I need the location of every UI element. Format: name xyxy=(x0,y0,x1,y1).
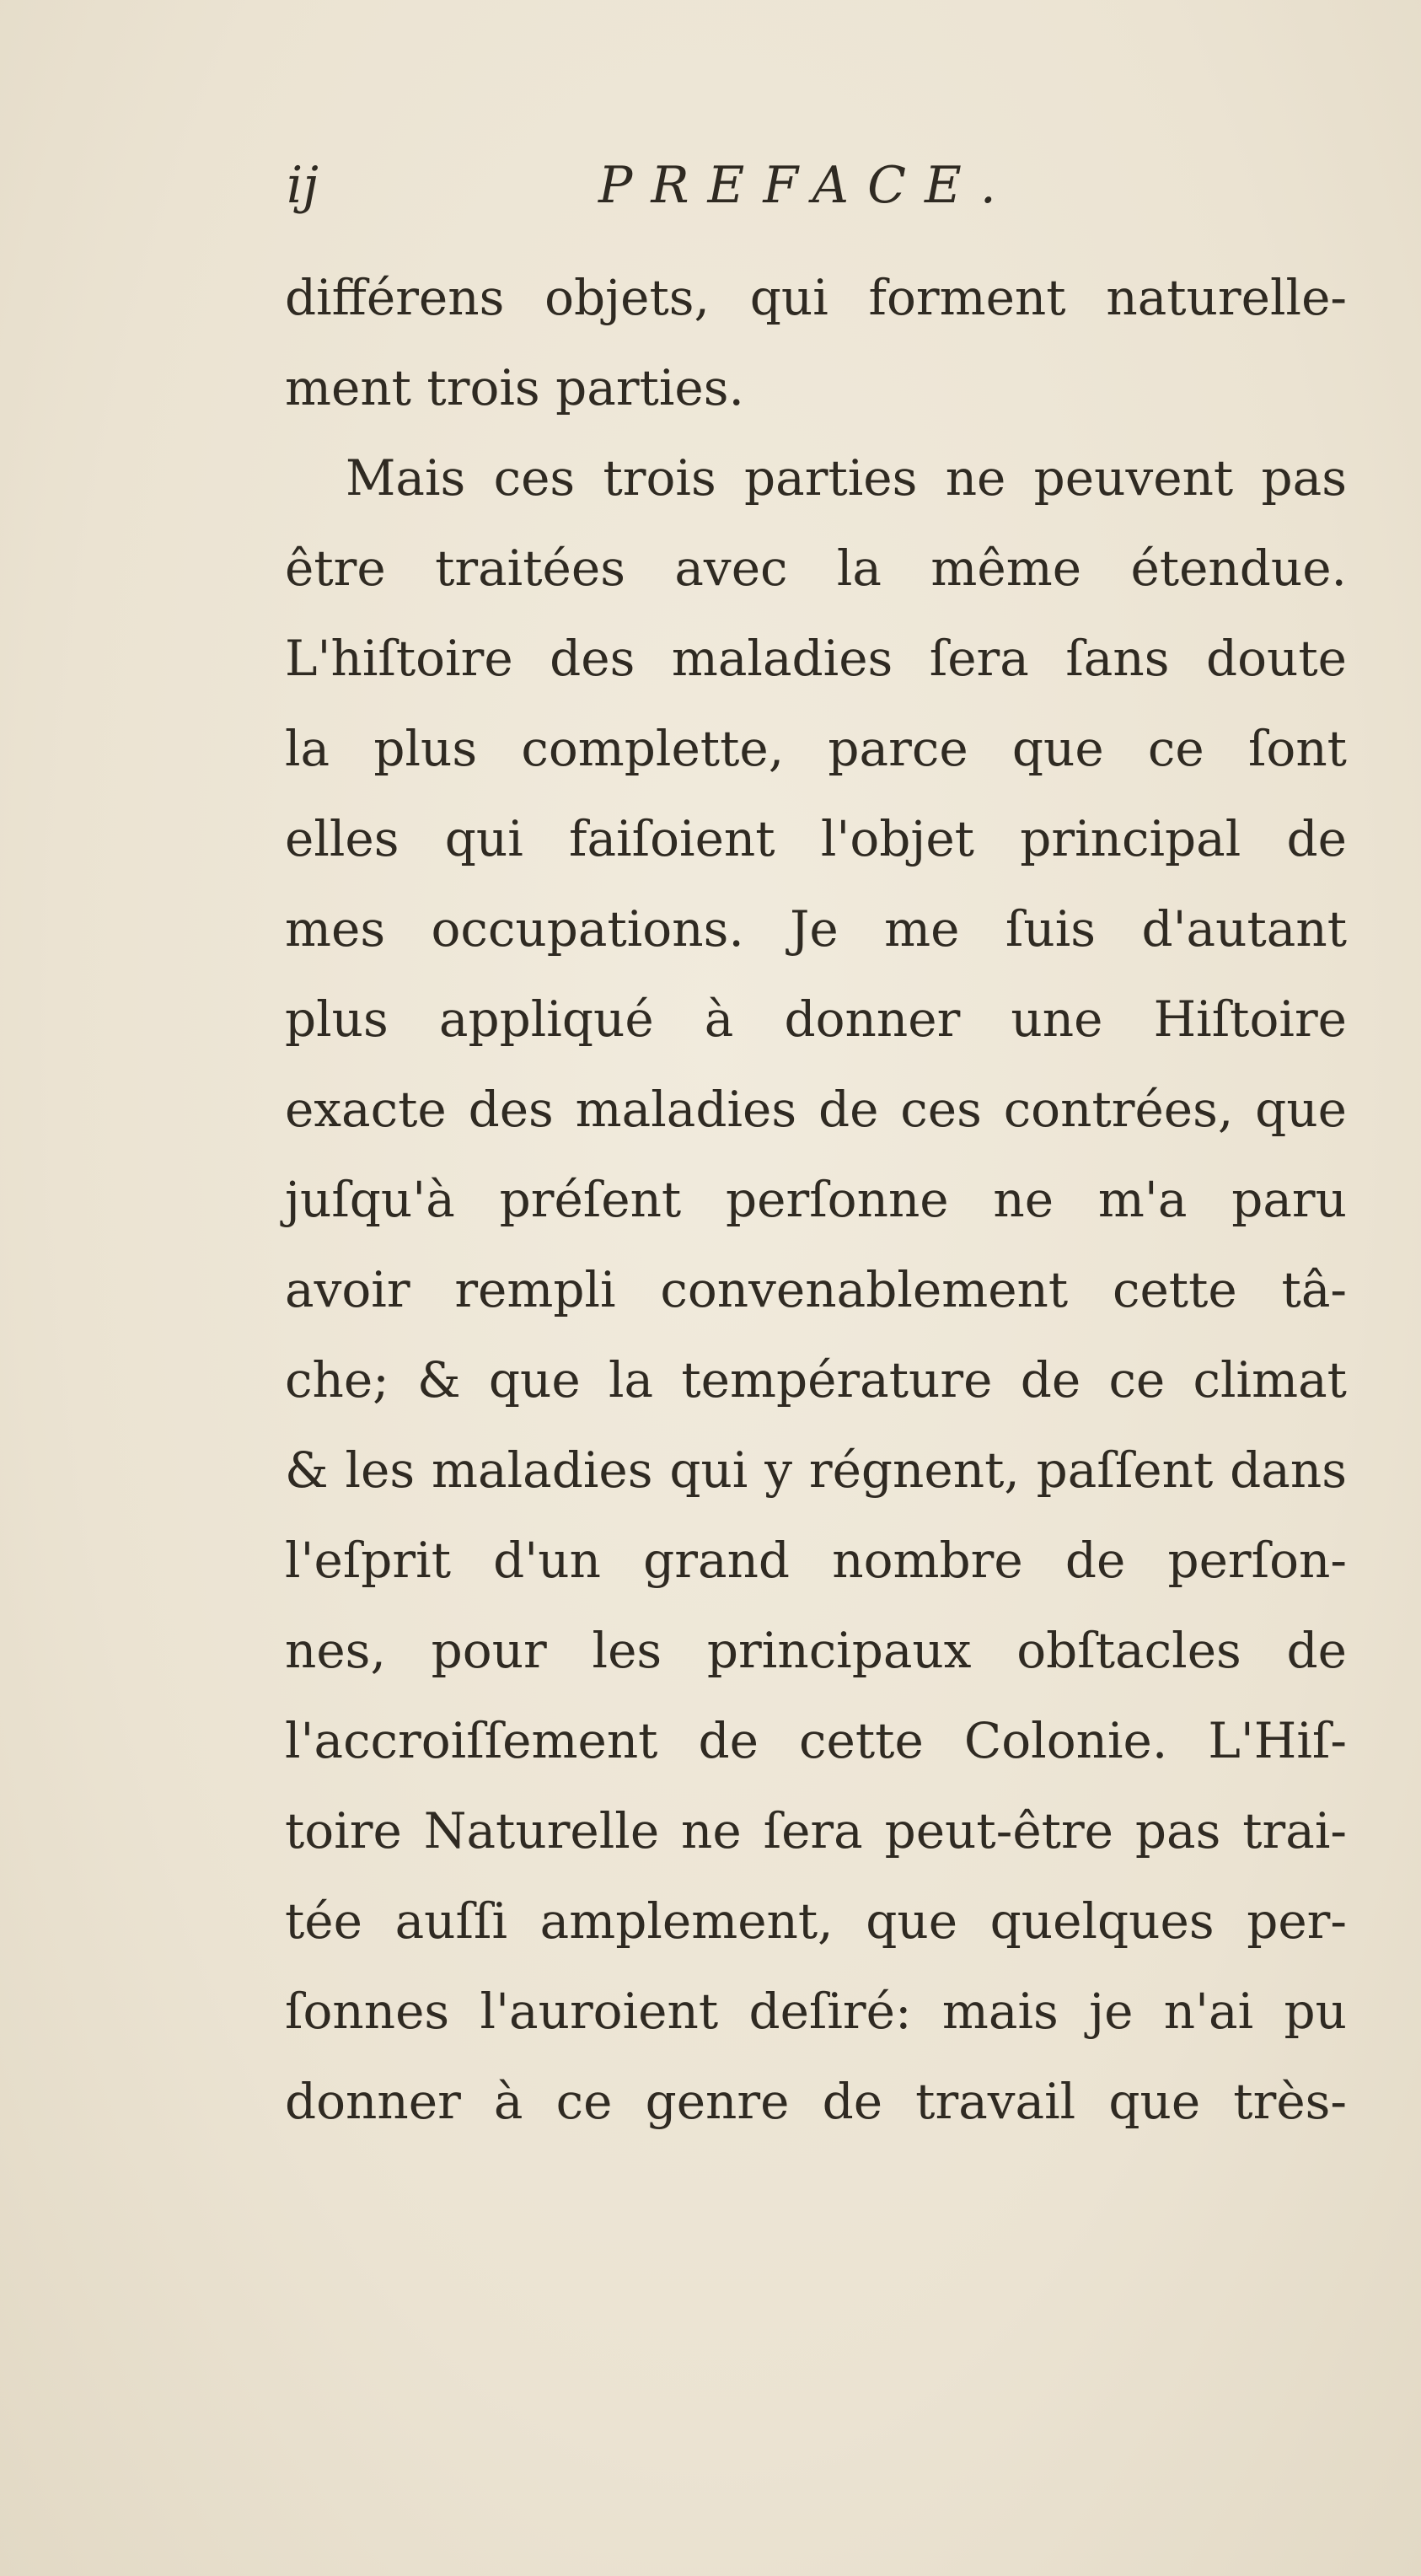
page-number: ij xyxy=(287,156,319,215)
text-line: juſqu'à préſent perſonne ne m'a paru xyxy=(285,1171,1347,1228)
page-header xyxy=(287,152,1129,219)
text-line: toire Naturelle ne ſera peut-être pas trai- xyxy=(285,1802,1347,1860)
text-line: donner à ce genre de travail que très- xyxy=(285,2073,1347,2130)
text-line: être traitées avec la même étendue. xyxy=(285,539,1347,597)
body-text xyxy=(285,253,1347,2147)
text-line: différens objets, qui forment naturelle- xyxy=(285,269,1347,326)
running-head: PREFACE. xyxy=(598,156,1015,215)
text-line: L'hiſtoire des maladies ſera ſans doute xyxy=(285,630,1347,687)
text-line: avoir rempli convenablement cette tâ- xyxy=(285,1261,1347,1318)
text-line: la plus complette, parce que ce ſont xyxy=(285,720,1347,777)
text-line: & les maladies qui y régnent, paſſent dans xyxy=(285,1441,1347,1499)
text-line: che; & que la température de ce climat xyxy=(285,1351,1347,1409)
text-line: l'accroiſſement de cette Colonie. L'Hiſ- xyxy=(285,1712,1347,1769)
text-line: ment trois parties. xyxy=(285,359,744,416)
text-line: exacte des maladies de ces contrées, que xyxy=(285,1081,1347,1138)
text-line: mes occupations. Je me ſuis d'autant xyxy=(285,900,1347,958)
text-line: l'eſprit d'un grand nombre de perſon- xyxy=(285,1532,1347,1589)
text-line: Mais ces trois parties ne peuvent pas xyxy=(346,449,1347,507)
text-line: ſonnes l'auroient deſiré: mais je n'ai pu xyxy=(285,1983,1347,2040)
text-line: plus appliqué à donner une Hiſtoire xyxy=(285,990,1347,1048)
text-line: nes, pour les principaux obſtacles de xyxy=(285,1622,1347,1679)
text-line: tée auſſi amplement, que quelques per- xyxy=(285,1892,1347,1950)
text-line: elles qui faiſoient l'objet principal de xyxy=(285,810,1347,867)
